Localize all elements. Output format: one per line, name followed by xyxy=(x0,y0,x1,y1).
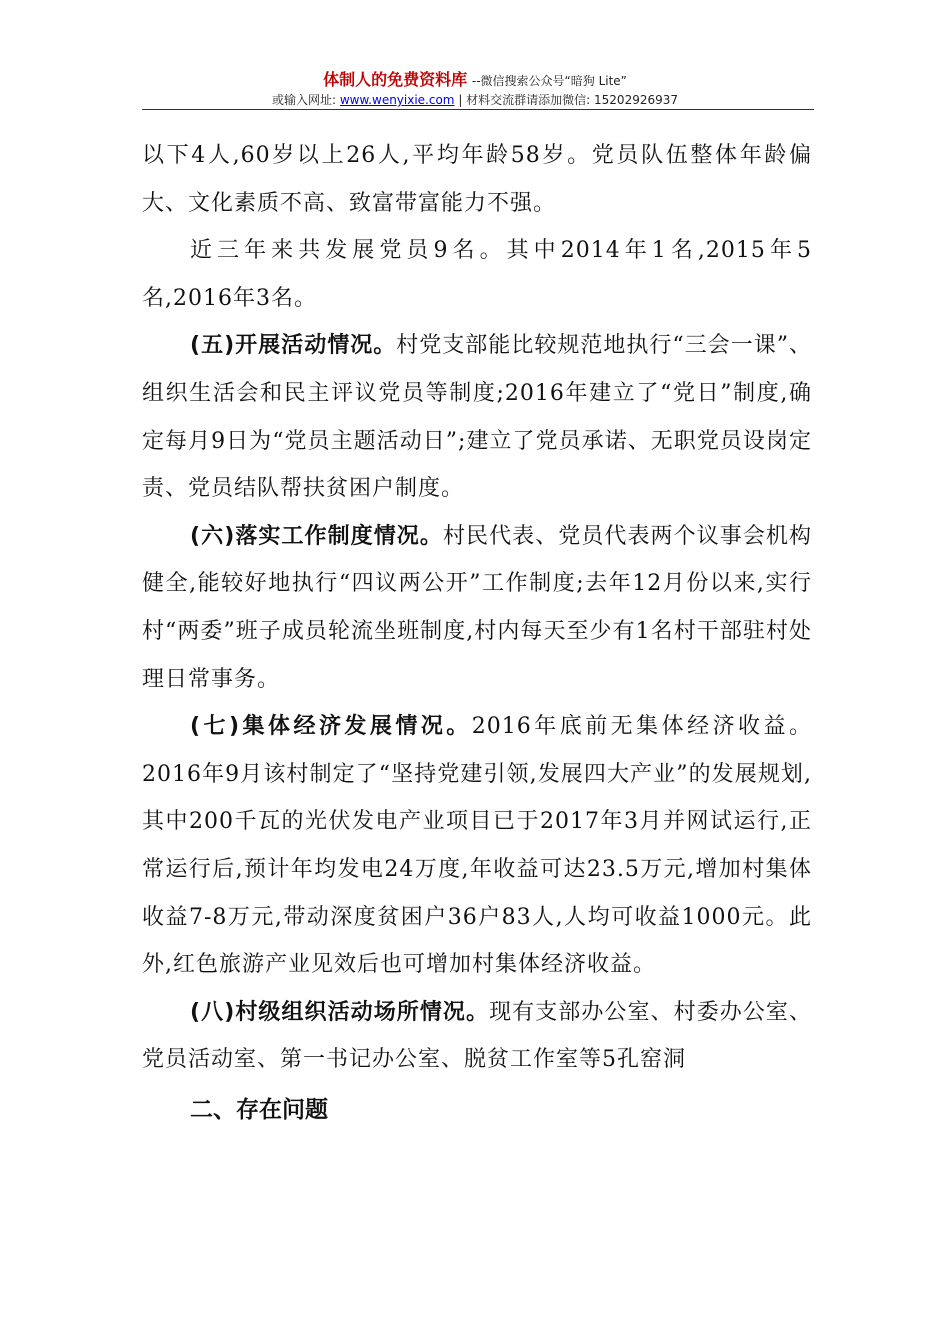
paragraph-collective-economy-body: 2016年底前无集体经济收益。2016年9月该村制定了“坚持党建引领,发展四大产业”的发展规划,其中200千瓦的光伏发电产业项目已于2017年3月并网试运行,正常运行后,预计年均发电24万度,年收益可达23.5万元,增加村集体收益7-8万元,带动深度贫困户36户83人,人均可收益1000元。此外,红色旅游产业见效后也可增加村集体经济收益。 xyxy=(142,714,812,978)
header-contact-line xyxy=(0,91,950,109)
header-contact: | 材料交流群请添加微信: 15202926937 xyxy=(454,93,679,107)
paragraph-activities-body: 村党支部能比较规范地执行“三会一课”、组织生活会和民主评议党员等制度;2016年建立了“党日”制度,确定每月9日为“党员主题活动日”;建立了党员承诺、无职党员设岗定责、党员结队帮扶贫困户制度。 xyxy=(142,333,812,502)
header-tagline: --微信搜索公众号“暗狗 Lite” xyxy=(471,74,627,88)
paragraph-work-system xyxy=(142,513,812,703)
paragraph-activities-lead: (五)开展活动情况。 xyxy=(190,333,397,359)
paragraph-collective-economy-lead: (七)集体经济发展情况。 xyxy=(190,714,472,740)
paragraph-work-system-body: 村民代表、党员代表两个议事会机构健全,能较好地执行“四议两公开”工作制度;去年12月份以来,实行村“两委”班子成员轮流坐班制度,村内每天至少有1名村干部驻村处理日常事务。 xyxy=(142,523,812,692)
header-url-link[interactable]: www.wenyixie.com xyxy=(339,93,455,107)
document-body xyxy=(142,132,812,1136)
section-heading-problems: 二、存在问题 xyxy=(190,1096,328,1123)
header-title: 体制人的免费资料库 xyxy=(323,70,468,89)
header-url-prefix: 或输入网址: xyxy=(271,93,340,107)
paragraph-venue-body: 现有支部办公室、村委办公室、党员活动室、第一书记办公室、脱贫工作室等5孔窑洞 xyxy=(142,999,812,1073)
paragraph-venue xyxy=(142,989,812,1084)
paragraph-1: 以下4人,60岁以上26人,平均年龄58岁。党员队伍整体年龄偏大、文化素质不高、致富带富能力不强。 xyxy=(142,143,812,216)
header-title-line xyxy=(0,70,950,91)
paragraph-work-system-lead: (六)落实工作制度情况。 xyxy=(190,523,443,549)
paragraph-activities xyxy=(142,322,812,512)
page-header xyxy=(0,70,950,109)
paragraph-venue-lead: (八)村级组织活动场所情况。 xyxy=(190,999,490,1025)
paragraph-2: 近三年来共发展党员9名。其中2014年1名,2015年5名,2016年3名。 xyxy=(142,238,812,311)
paragraph-collective-economy xyxy=(142,703,812,989)
header-divider xyxy=(142,109,814,110)
